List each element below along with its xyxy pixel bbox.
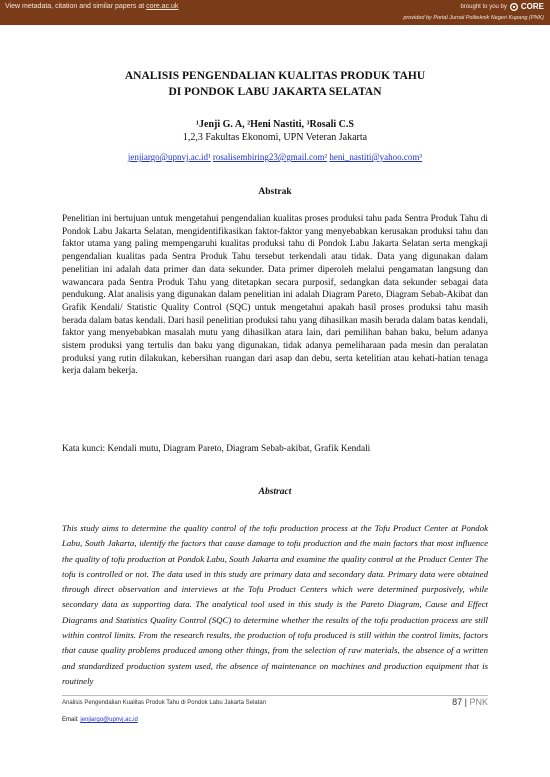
- kata-kunci: Kata kunci: Kendali mutu, Diagram Pareto, Diagram Sebab-akibat, Grafik Kendali: [62, 444, 371, 454]
- core-link[interactable]: core.ac.uk: [146, 3, 179, 10]
- title-line-1: ANALISIS PENGENDALIAN KUALITAS PRODUK TAHU: [124, 70, 426, 82]
- paper-title: [60, 68, 490, 100]
- core-brand[interactable]: CORE: [520, 2, 544, 11]
- abstrak-heading: Abstrak: [258, 187, 292, 197]
- footer-email: [62, 717, 138, 723]
- footer-email-link[interactable]: jenjiargo@upnvj.ac.id: [80, 717, 138, 723]
- page-separator: |: [462, 697, 470, 707]
- abstract-heading: Abstract: [258, 487, 292, 497]
- author-emails: [60, 152, 490, 162]
- author-block: [60, 118, 490, 144]
- banner-brought-by: [461, 2, 545, 11]
- footer-divider: [62, 695, 488, 696]
- banner-prefix: View metadata, citation and similar papers at: [5, 3, 147, 10]
- banner-metadata-text: [5, 3, 178, 10]
- title-line-2: DI PONDOK LABU JAKARTA SELATAN: [168, 86, 382, 98]
- page-number: 87: [452, 697, 463, 707]
- email-3-link[interactable]: heni_nastiti@yahoo.com³: [329, 152, 423, 162]
- brought-by-text: brought to you by: [460, 3, 507, 10]
- author-affiliation: 1,2,3 Fakultas Ekonomi, UPN Veteran Jakarta: [182, 132, 368, 143]
- abstract-body: This study aims to determine the quality control of the tofu production process at the Tofu Product Center at Pondok Labu, South Jakarta, identify the factors that cause damage to tofu production and the main factors that most influence the quality of tofu production at Pondok Labu, South Jakarta and examine the quality control at the Product Center The tofu is controlled or not. The data used in this study are primary data and secondary data. Primary data were obtained through direct observation and interviews at the Tofu Product Centers which were determined purposively, while secondary data as supporting data. The analytical tool used in this study is the Pareto Diagram, Cause and Effect Diagrams and Statistics Quality Control (SQC) to determine whether the results of the tofu production process are still within control limits. From the research results, the production of tofu produced is still within the control limits, factors that cause quality problems produced among other things, from the selection of raw materials, the absence of a written and standardized production system used, the absence of maintenance on machines and production equipment that is routinely: [62, 523, 488, 686]
- email-1-link[interactable]: jenjiargo@upnvj.ac.id¹: [127, 152, 211, 162]
- abstrak-body: Penelitian ini bertujuan untuk mengetahui pengendalian kualitas proses produksi tahu pada Sentra Produk Tahu di Pondok Labu Jakarta Selatan, mengidentifikasikan faktor-faktor yang menyebabkan kerusakan produksi tahu dan faktor utama yang paling mempengaruhi kualitas produksi tahu di Pondok Labu Jakarta Selatan serta mengkaji pengendalian kualitas pada Sentra Produk Tahu tersebut terkendali atau tidak. Data yang digunakan dalam penelitian ini adalah data primer dan data sekunder. Data primer diperoleh melalui pengamatan langsung dan wawancara pada Sentra Produk Tahu yang ditetapkan secara purposif, sedangkan data sekunder sebagai data pendukung. Alat analisis yang digunakan dalam penelitian ini adalah Diagram Pareto, Diagram Sebab-Akibat dan Grafik Kendali/ Statistic Quality Control (SQC) untuk mengetahui apakah hasil proses produksi tahu masih berada dalam batas kendali. Dari hasil penelitian produksi tahu yang dihasilkan masih berada dalam batas kendali, faktor yang menyebabkan masalah mutu yang dihasilkan atara lain, dari pemilihan bahan baku, belum adanya sistem produksi yang tertulis dan baku yang digunakan, tidak adanya pemeliharaan pada mesin dan peralatan produksi yang rutin dilakukan, kebersihan ruangan dari asap dan debu, serta ketelitian atau kehati-hatian tenaga kerja dalam bekerja.: [62, 214, 488, 377]
- core-logo-icon: [510, 3, 518, 11]
- journal-abbrev: PNK: [469, 697, 488, 707]
- author-names: ¹Jenji G. A, ²Heni Nastiti, ³Rosali C.S: [196, 119, 354, 130]
- running-title: Analisis Pengendalian Kualitas Produk Tahu di Pondok Labu Jakarta Selatan: [62, 700, 267, 706]
- core-banner: [0, 0, 550, 25]
- footer-email-label: Email:: [62, 717, 81, 723]
- email-2-link[interactable]: rosalisembiring23@gmail.com²: [212, 152, 328, 162]
- page-number-block: [452, 697, 488, 707]
- banner-provided-by: provided by Portal Jurnal Politeknik Negeri Kupang (PNK): [403, 15, 544, 21]
